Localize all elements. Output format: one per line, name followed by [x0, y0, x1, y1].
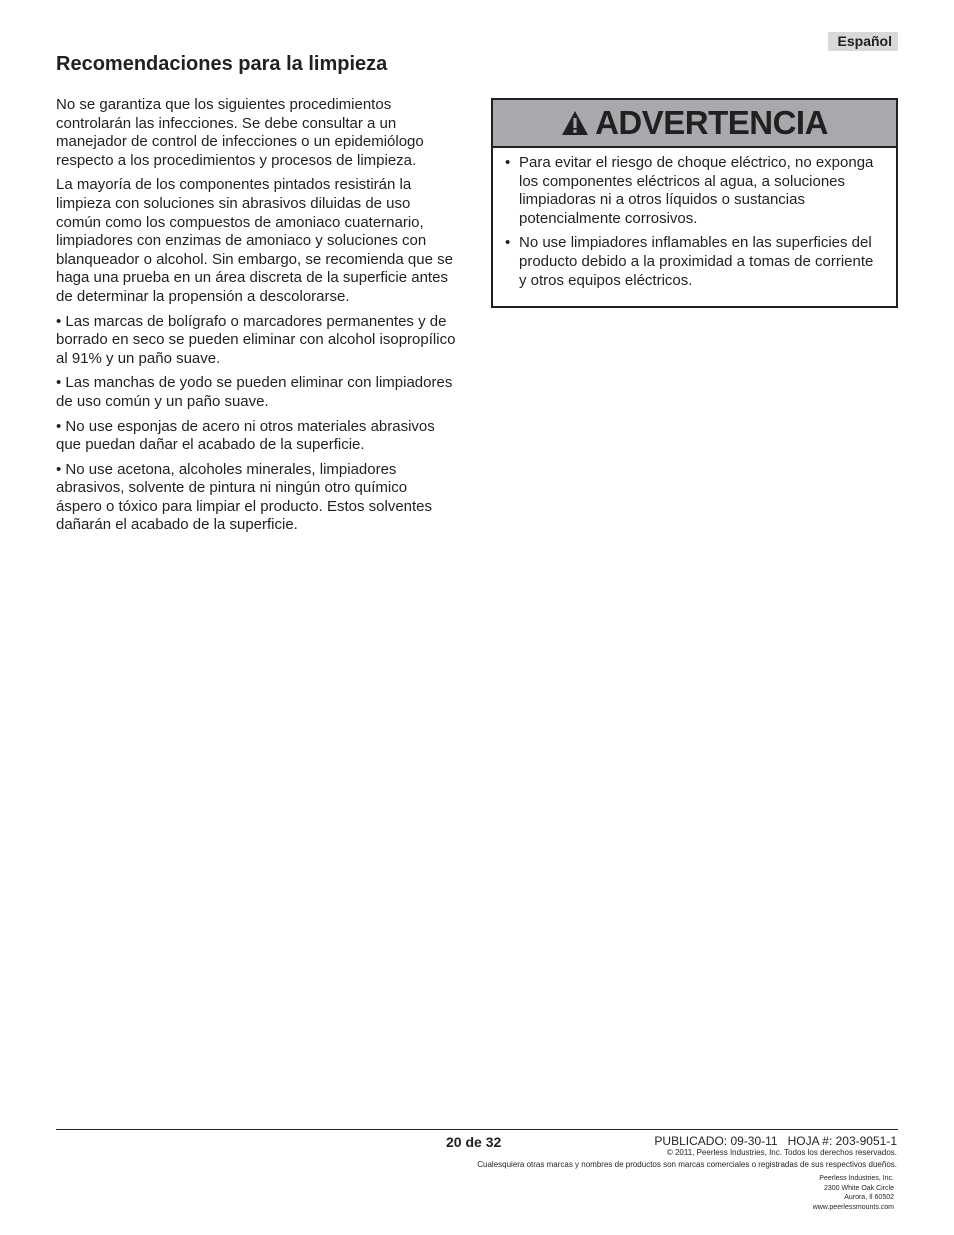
warning-body — [493, 148, 896, 306]
warning-box — [491, 98, 898, 308]
copyright: © 2011, Peerless Industries, Inc. Todos los derechos reservados. — [666, 1148, 897, 1157]
warning-item-text: No use limpiadores inflamables en las superficies del producto debido a la proximidad a tomas de corriente y otros equipos eléctricos. — [519, 234, 874, 289]
cleaning-instructions — [56, 96, 456, 541]
publication-info: PUBLICADO: 09-30-11 HOJA #: 203-9051-1 — [654, 1134, 897, 1148]
company-name: Peerless Industries, Inc. — [819, 1175, 894, 1182]
bullet-acetone: • No use acetona, alcoholes minerales, limpiadores abrasivos, solvente de pintura ni ningún otro químico áspero o tóxico para limpiar el producto. Estos solventes dañarán el acabado de la superficie. — [56, 460, 433, 534]
warning-item — [505, 234, 884, 290]
bullet: • — [505, 234, 511, 252]
language-tag: Español — [828, 32, 898, 51]
bullet-iodine: • Las manchas de yodo se pueden eliminar con limpiadores de uso común y un paño suave. — [56, 374, 453, 410]
footer-divider — [56, 1129, 898, 1130]
section-title: Recomendaciones para la limpieza — [56, 53, 388, 75]
trademark-notice: Cualesquiera otras marcas y nombres de productos son marcas comerciales o registradas de sus respectivos dueños. — [477, 1160, 897, 1169]
bullet: • — [505, 154, 511, 171]
bullet-pen-marks: • Las marcas de bolígrafo o marcadores permanentes y de borrado en seco se pueden eliminar con alcohol isopropílico al 91% y un paño suave. — [56, 312, 456, 367]
page-number: 20 de 32 — [446, 1134, 502, 1150]
city-address: Aurora, Il 60502 — [844, 1194, 894, 1202]
website-link[interactable]: www.peerlessmounts.com — [812, 1203, 894, 1211]
street-address: 2300 White Oak Circle — [823, 1184, 894, 1192]
warning-header — [493, 100, 896, 148]
paragraph-painted-components: La mayoría de los componentes pintados resistirán la limpieza con soluciones sin abrasivos diluidas de uso común como los compuestos de amoniaco cuaternario, limpiadores con enzimas de amoniaco y soluciones con blanqueador o alcohol. Sin embargo, se recomienda que se haga una prueba en un área discreta de la superficie antes de determinar la propensión a descolorarse. — [56, 176, 453, 305]
warning-item-text: Para evitar el riesgo de choque eléctrico, no exponga los componentes eléctricos al agua, a soluciones limpiadoras ni a otros líquidos o sustancias potencialmente corrosivos. — [519, 154, 874, 227]
company-address — [813, 1174, 894, 1212]
paragraph-intro: No se garantiza que los siguientes procedimientos controlarán las infecciones. Se debe consultar a un manejador de control de infecciones o un epidemiólogo respecto a los procedimientos y procesos de limpieza. — [56, 96, 424, 169]
warning-item — [505, 154, 884, 228]
warning-triangle-icon — [561, 110, 589, 136]
warning-label: ADVERTENCIA — [595, 104, 828, 141]
bullet-steel-wool: • No use esponjas de acero ni otros materiales abrasivos que puedan dañar el acabado de la superficie. — [56, 417, 435, 454]
